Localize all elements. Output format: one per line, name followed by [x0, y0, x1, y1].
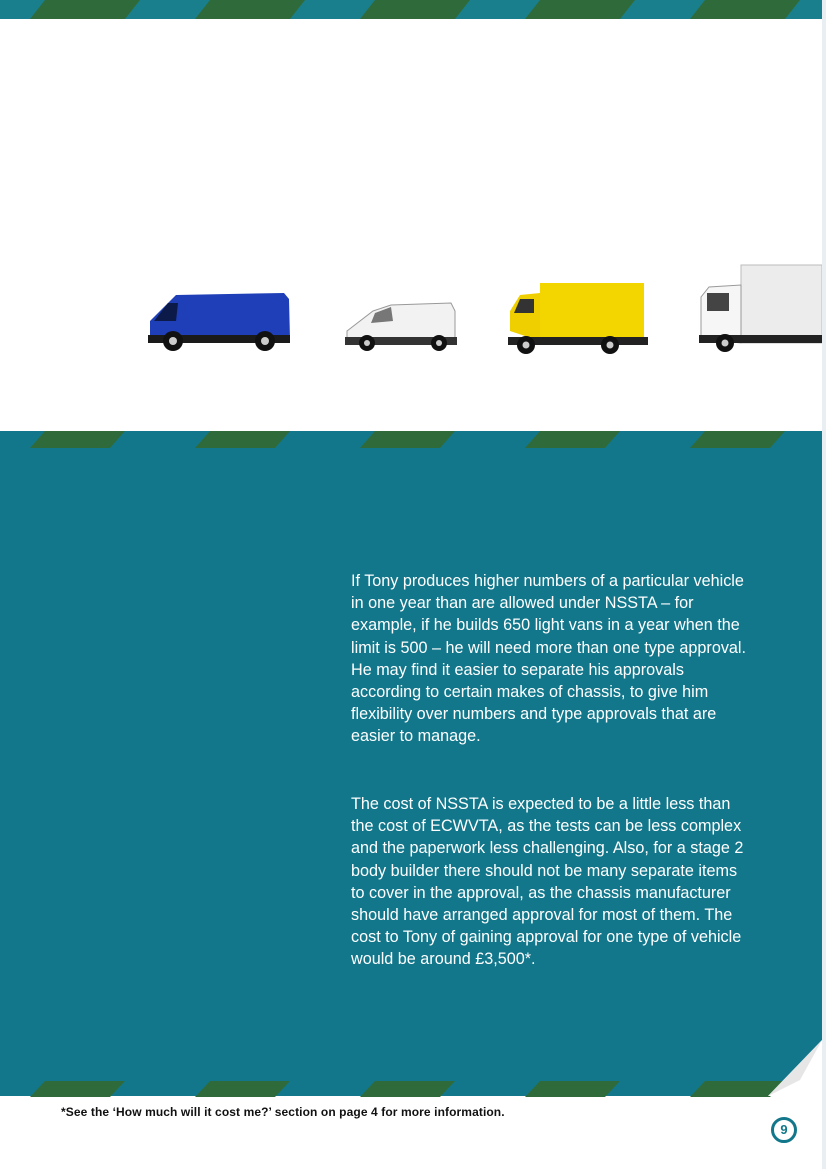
blue-panel-van-icon — [146, 291, 292, 353]
page-number: 9 — [771, 1117, 797, 1143]
white-rigid-truck-icon — [697, 263, 822, 359]
content-panel — [0, 431, 822, 1096]
footnote: *See the ‘How much will it cost me?’ section on page 4 for more information. — [61, 1105, 505, 1119]
body-paragraph-2: The cost of NSSTA is expected to be a little less than the cost of ECWVTA, as the tests can be less complex and the paperwork less challenging. Also, for a stage 2 body builder there should not be many separate items to cover in the approval, as the chassis manufacturer should have arranged approval for most of them. The cost to Tony of gaining approval for one type of vehicle would be around £3,500*. — [351, 795, 744, 969]
body-paragraph-1: If Tony produces higher numbers of a particular vehicle in one year than are allowed under NSSTA – for example, if he builds 650 light vans in a year when the limit is 500 – he will need more than one type approval. He may find it easier to separate his approvals according to certain makes of chassis, to give him flexibility over numbers and type approvals that are easier to manage. — [351, 572, 747, 746]
panel-bottom-stripes — [0, 1081, 790, 1097]
panel-top-stripes — [0, 431, 822, 448]
yellow-box-truck-icon — [506, 281, 650, 355]
white-small-van-icon — [345, 301, 457, 353]
vehicle-row — [0, 255, 822, 365]
top-stripe-band — [0, 0, 822, 19]
page-edge — [822, 0, 826, 1169]
page-curl-corner — [760, 1040, 822, 1096]
